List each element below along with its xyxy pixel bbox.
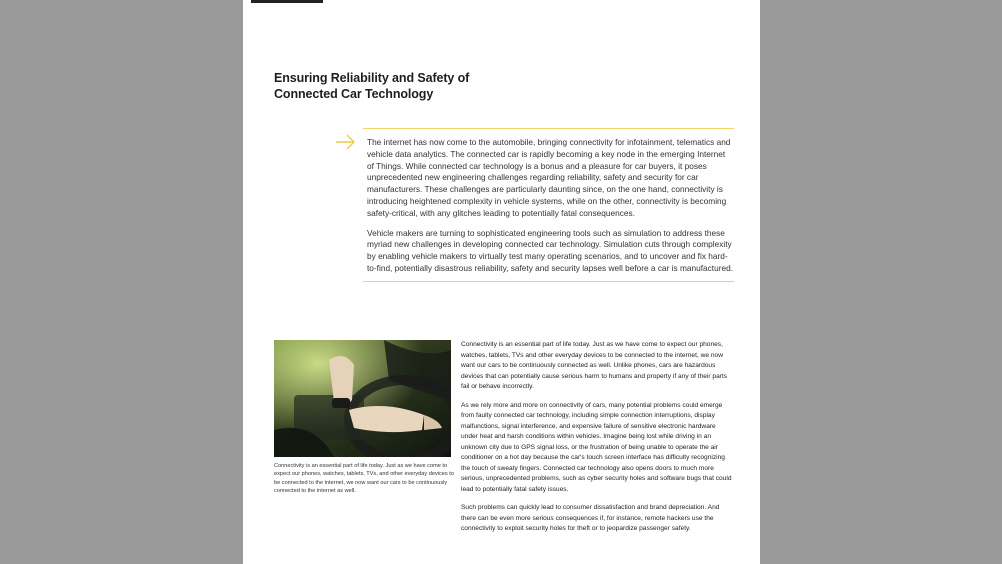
car-dashboard-photo	[274, 340, 451, 457]
body-paragraph-3: Such problems can quickly lead to consumer dissatisfaction and brand depreciation. And there can be even more serious consequences if, for instance, remote hackers use the connectivity to exploit security holes for theft or to jeopardize passenger safety.	[461, 504, 720, 532]
intro-callout	[363, 128, 734, 282]
intro-paragraph-2: Vehicle makers are turning to sophisticated engineering tools such as simulation to address these myriad new challenges in developing connected car technology. Simulation cuts through complexity by enabling vehicle makers to virtually test many operating scenarios, and to uncover and fix hard-to-find, potentially disastrous reliability, safety and security lapses well before a car is manufactured.	[367, 227, 734, 273]
document-page	[243, 0, 760, 564]
body-paragraph-2: As we rely more and more on connectivity of cars, many potential problems could emerge from faulty connected car technology, including simple connection interruptions, display malfunctions, signal interference, and expensive failure of sensitive electronic hardware under heat and harsh conditions within vehicles. Imagine being lost while driving in an unknown city due to GPS signal loss, or the frustration of being unable to operate the air conditioner on a hot day because the car's touch screen interface has difficulty recognizing the touch of sweaty fingers. Connected car technology also opens doors to much more serious, unprecedented problems, such as cyber security holes and software bugs that could lead to potentially fatal safety issues.	[461, 401, 732, 493]
body-paragraph-1: Connectivity is an essential part of life today. Just as we have come to expect our phones, watches, tablets, TVs and other everyday devices to be connected to the internet, we now want our cars to be continuously connected as well. Unlike phones, cars are hazardous devices that can potentially cause serious harm to humans and property if any of their parts fail or behave incorrectly.	[461, 341, 728, 390]
intro-paragraph-1: The internet has now come to the automobile, bringing connectivity for infotainment, telematics and vehicle data analytics. The connected car is rapidly becoming a key node in the emerging Internet of Things. While connected car technology is a bonus and a pleasure for car buyers, it poses unprecedented new engineering challenges regarding reliability, safety and security for car manufacturers. These challenges are particularly daunting since, on the one hand, connectivity is introducing heightened complexity in vehicle systems, while on the other, connectivity is becoming safety-critical, with any glitches leading to potentially fatal consequences.	[367, 137, 731, 218]
photo-caption: Connectivity is an essential part of life today. Just as we have come to expect our phones, watches, tablets, TVs, and other everyday devices to be connected to the internet, we now want our cars to be continuously connected to the internet as well.	[274, 463, 454, 495]
body-text	[461, 340, 733, 543]
page-title	[274, 70, 504, 102]
title-line-2: Connected Car Technology	[274, 87, 434, 101]
arrow-right-icon	[335, 133, 357, 151]
title-line-1: Ensuring Reliability and Safety of	[274, 71, 470, 85]
top-bar-decoration	[251, 0, 323, 3]
photo-illustration	[274, 340, 451, 457]
